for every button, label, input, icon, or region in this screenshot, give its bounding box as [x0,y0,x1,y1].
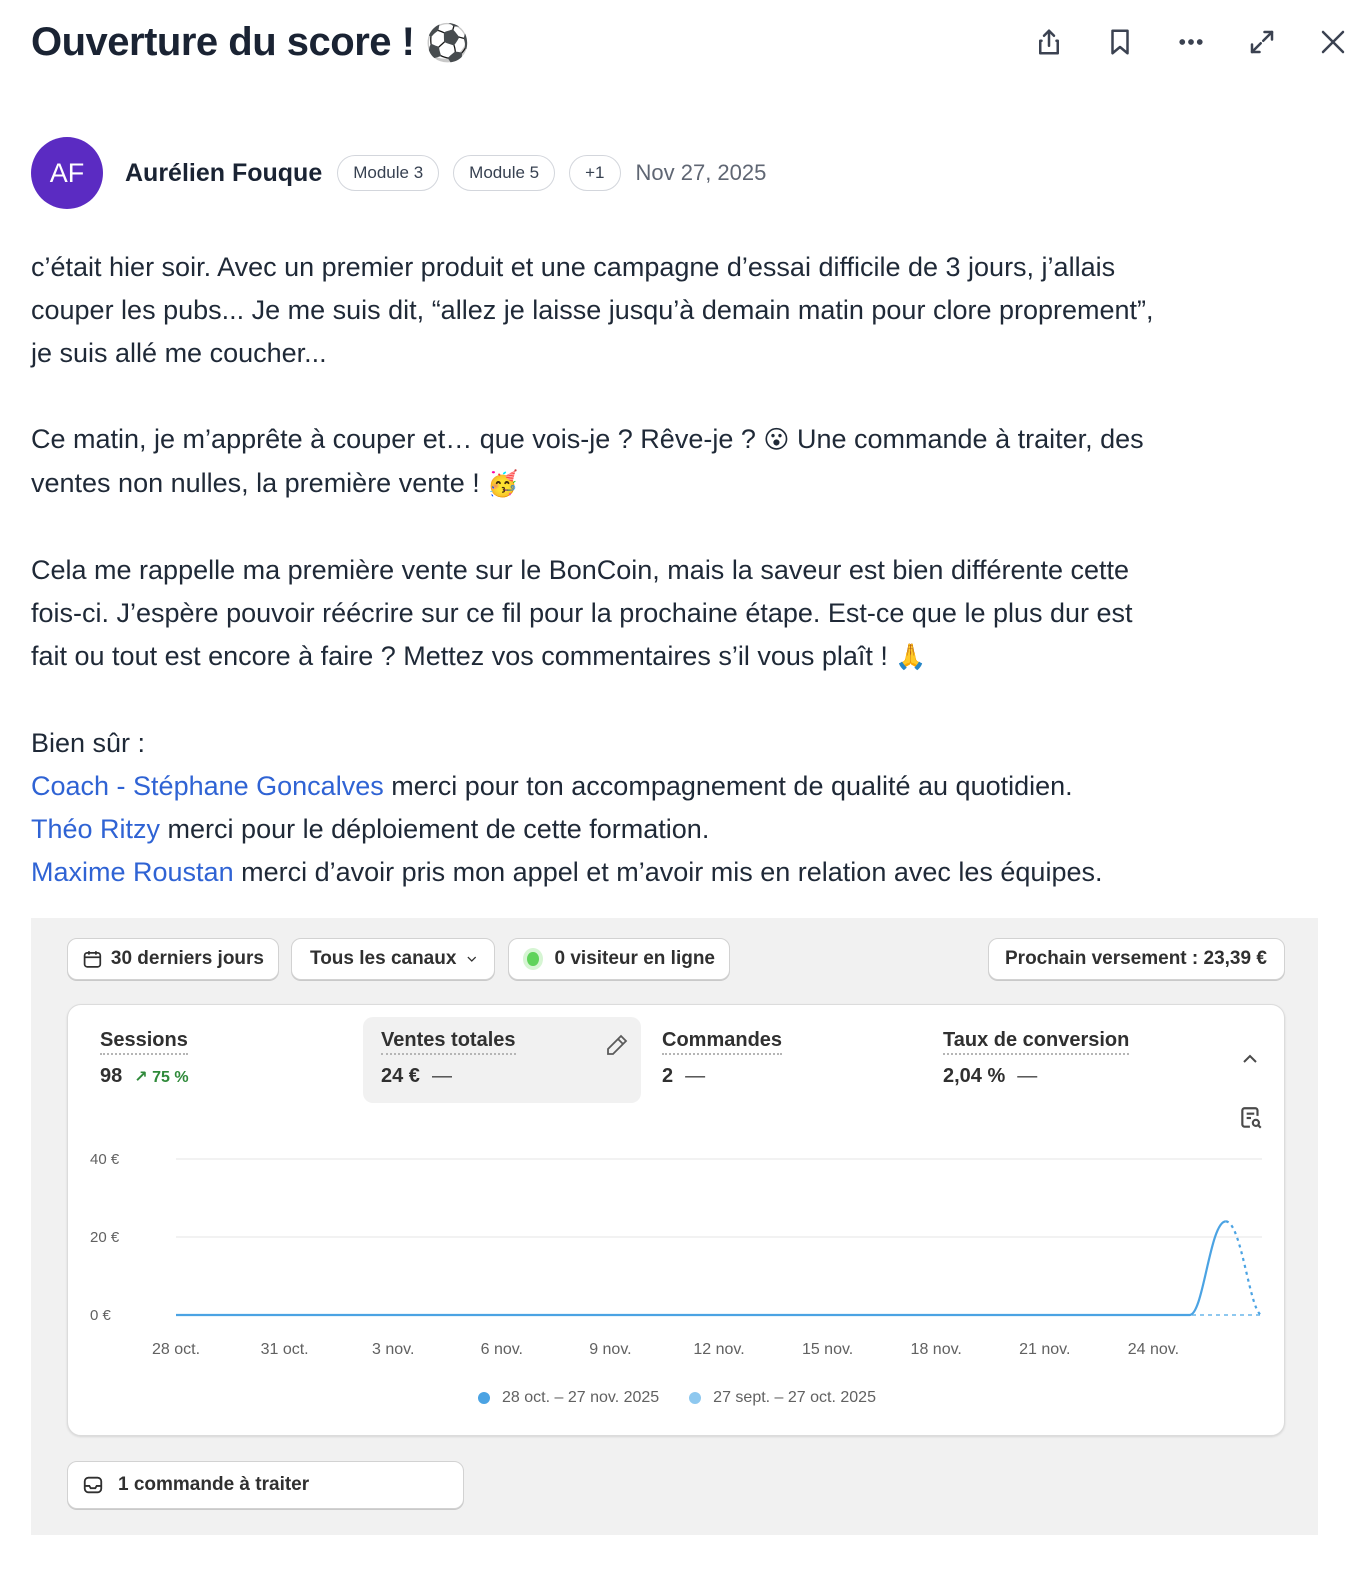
analytics-card [67,1004,1285,1436]
trend-up-badge: ↗ 75 % [134,1068,189,1086]
author-row [31,137,766,209]
channels-label: Tous les canaux [310,948,457,969]
close-icon [1318,27,1348,57]
body-line [31,418,1331,462]
mention-link[interactable]: Maxime Roustan [31,857,234,887]
x-tick-label: 12 nov. [693,1341,745,1358]
orders-to-process-label: 1 commande à traiter [118,1474,310,1495]
metric-dash: — [685,1065,706,1087]
thanks-line [31,765,1331,808]
surprised-emoji: 😮 [763,426,790,454]
avatar[interactable]: AF [31,137,103,209]
legend-item-current[interactable] [478,1389,659,1407]
share-icon [1034,27,1064,57]
inbox-icon [82,1474,104,1496]
x-tick-label: 21 nov. [1019,1341,1071,1358]
tag-module-3[interactable]: Module 3 [337,155,439,191]
payout-label: Prochain versement : 23,39 € [1005,948,1267,969]
party-emoji: 🥳 [487,470,519,498]
x-tick-label: 28 oct. [151,1341,201,1358]
soccer-ball-emoji: ⚽ [425,22,470,63]
body-line: fois-ci. J’espère pouvoir réécrire sur ce fil pour la prochaine étape. Est-ce que le plus dur est [31,598,1133,628]
metric-sessions[interactable] [82,1017,360,1103]
thanks-text: merci pour ton accompagnement de qualité au quotidien. [383,771,1073,801]
body-line: couper les pubs... Je me suis dit, “allez je laisse jusqu’à demain matin pour clore proprement”, [31,295,1154,325]
tag-more[interactable]: +1 [569,155,620,191]
x-tick-label: 6 nov. [480,1341,524,1358]
legend-item-previous[interactable] [689,1389,876,1407]
pray-emoji: 🙏 [895,643,927,671]
metric-label: Ventes totales [381,1029,516,1055]
metric-value: 2 [662,1065,674,1087]
y-tick-label: 40 € [90,1151,120,1168]
x-tick-label: 24 nov. [1127,1341,1180,1358]
metric-label: Sessions [100,1029,188,1055]
date-range-label: 30 derniers jours [110,948,264,969]
x-tick-label: 31 oct. [260,1341,309,1358]
body-line: Cela me rappelle ma première vente sur le BonCoin, mais la saveur est bien différente cette [31,555,1130,585]
legend-label: 28 oct. – 27 nov. 2025 [502,1389,660,1406]
channels-dropdown[interactable] [291,938,495,980]
legend-dot [689,1392,701,1404]
metric-value-row [943,1065,1185,1088]
orders-to-process-button[interactable] [67,1461,464,1509]
body-text: ventes non nulles, la première vente ! [31,468,480,498]
mention-link[interactable]: Coach - Stéphane Goncalves [31,771,384,801]
calendar-icon [82,948,103,970]
y-tick-label: 0 € [90,1307,111,1324]
post-body [31,246,1331,894]
x-tick-label: 18 nov. [910,1341,962,1358]
dashboard-screenshot [31,918,1318,1535]
pencil-icon [605,1033,629,1057]
metric-orders[interactable] [644,1017,922,1103]
post-title [31,20,469,65]
chart-legend [68,1389,1286,1407]
metric-value-row [100,1065,342,1088]
metric-value: 98 [100,1065,123,1087]
tag-module-5[interactable]: Module 5 [453,155,555,191]
body-line [31,635,1331,679]
metric-value: 24 € [381,1065,420,1087]
metric-dash: — [1017,1065,1038,1087]
body-text: fait ou tout est encore à faire ? Mettez vos commentaires s’il vous plaît ! [31,641,888,671]
legend-dot [478,1392,490,1404]
edit-metric-button[interactable] [605,1033,629,1057]
series-line-current [176,1221,1226,1315]
collapse-metrics-button[interactable] [1238,1047,1262,1071]
x-tick-label: 9 nov. [589,1341,632,1358]
x-tick-label: 3 nov. [371,1341,415,1358]
metric-value-row [662,1065,904,1088]
date-range-button[interactable] [67,938,279,980]
author-name[interactable]: Aurélien Fouque [125,158,323,187]
body-text: Une commande à traiter, des [796,424,1144,454]
inspect-chart-button[interactable] [1238,1105,1264,1131]
body-line: je suis allé me coucher... [31,338,327,368]
body-line [31,462,1331,506]
share-button[interactable] [1031,24,1067,60]
y-tick-label: 20 € [90,1229,120,1246]
metric-label: Taux de conversion [943,1029,1129,1055]
mention-link[interactable]: Théo Ritzy [31,814,161,844]
chevron-down-icon [464,949,480,969]
metric-total-sales[interactable] [363,1017,641,1103]
thanks-line [31,851,1331,894]
online-visitors-label: 0 visiteur en ligne [554,948,715,969]
series-line-current-partial [1226,1221,1262,1315]
post-date: Nov 27, 2025 [635,160,767,185]
body-text: Ce matin, je m’apprête à couper et… que vois-je ? Rêve-je ? [31,424,756,454]
metric-value: 2,04 % [943,1065,1006,1087]
thanks-text: merci d’avoir pris mon appel et m’avoir mis en relation avec les équipes. [233,857,1103,887]
chevron-up-icon [1238,1047,1262,1071]
thanks-text: merci pour le déploiement de cette formation. [160,814,710,844]
body-line: c’était hier soir. Avec un premier produit et une campagne d’essai difficile de 3 jours, j’allais [31,252,1116,282]
online-dot [527,952,539,966]
expand-icon [1247,27,1277,57]
metric-dash: — [431,1065,452,1087]
bookmark-button[interactable] [1102,24,1138,60]
more-button[interactable] [1173,24,1209,60]
thanks-line [31,808,1331,851]
metric-conversion-rate[interactable] [925,1017,1203,1103]
close-button[interactable] [1315,24,1351,60]
payout-button[interactable] [988,938,1285,980]
post-header [31,18,1351,74]
metric-value-row [381,1065,623,1088]
expand-button[interactable] [1244,24,1280,60]
online-visitors-badge[interactable] [508,938,730,980]
bookmark-icon [1105,27,1135,57]
body-line: Bien sûr : [31,728,146,758]
header-actions [1031,24,1351,60]
x-tick-label: 15 nov. [801,1341,854,1358]
metric-label: Commandes [662,1029,782,1055]
post-title-text: Ouverture du score ! [31,20,415,64]
trend-value: 75 % [152,1068,189,1086]
more-icon [1176,27,1206,57]
inspect-chart-icon [1238,1105,1264,1131]
legend-label: 27 sept. – 27 oct. 2025 [713,1389,876,1406]
